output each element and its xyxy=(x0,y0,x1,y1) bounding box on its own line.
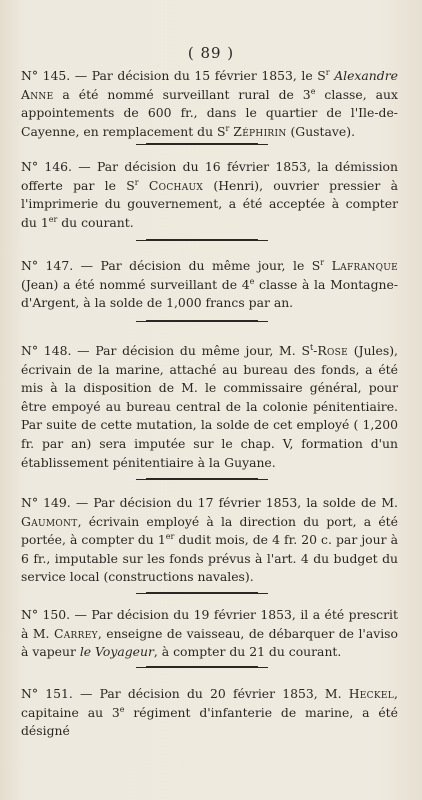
text-run: N° 149. — Par décision du 17 février 1853, la solde de M. xyxy=(21,495,398,510)
superscript: er xyxy=(48,214,58,224)
text-run: régiment d'infanterie de marine, a été désigné xyxy=(21,704,398,739)
name-small-caps: Zéphirin xyxy=(233,123,287,139)
superscript: r xyxy=(225,123,230,133)
entry-text xyxy=(21,67,398,141)
name-small-caps: Rose xyxy=(317,343,348,358)
page-number: ( 89 ) xyxy=(187,44,235,62)
entry-text xyxy=(21,342,398,472)
text-run xyxy=(139,178,149,193)
entry-147 xyxy=(21,257,398,313)
name-small-caps: Anne xyxy=(21,86,54,102)
text-run: classe à la Montagne-d'Argent, à la solde de 1,000 francs par an. xyxy=(21,276,398,311)
text-run: N° 147. — Par décision du même jour, le S xyxy=(21,258,321,273)
name-small-caps: Lafranque xyxy=(331,258,398,273)
separator-rule xyxy=(146,143,258,145)
name-small-caps: Cochaux xyxy=(148,177,204,193)
entry-145 xyxy=(21,67,398,141)
entry-150 xyxy=(21,606,398,662)
text-run: N° 148. — Par décision du même jour, M. S xyxy=(21,343,310,358)
superscript: t xyxy=(309,343,314,352)
superscript: e xyxy=(249,276,255,286)
text-run: (Gustave). xyxy=(286,123,356,139)
superscript: er xyxy=(165,532,175,542)
text-run: classe, aux appointements de 600 fr., dans le quartier de l'Ile-de-Cayenne, en remplacement du S xyxy=(21,86,399,139)
entry-text xyxy=(21,494,398,587)
separator-rule xyxy=(146,592,258,594)
separator-rule xyxy=(146,239,258,241)
entry-151 xyxy=(21,685,398,741)
name-small-caps: Gaumont xyxy=(21,513,78,529)
separator-rule xyxy=(146,666,258,668)
text-run: - xyxy=(313,343,318,358)
italic-text: Alexandre xyxy=(334,68,398,83)
superscript: r xyxy=(325,68,330,77)
text-run: , capitaine au 3 xyxy=(21,686,398,720)
text-run: (Jean) a été nommé surveillant de 4 xyxy=(21,276,250,292)
text-run: , enseigne de vaisseau, de débarquer de l'aviso à vapeur xyxy=(21,625,399,660)
text-run: N° 151. — Par décision du 20 février 1853, M. xyxy=(21,686,349,701)
name-small-caps: Heckel xyxy=(348,686,395,701)
separator-rule xyxy=(146,478,258,480)
text-run: (Henri), ouvrier pressier à l'imprimerie du gouvernement, a été acceptée à compter du 1 xyxy=(21,177,398,230)
entry-text xyxy=(21,158,398,232)
text-run: a été nommé surveillant rural de 3 xyxy=(53,86,311,102)
entry-text xyxy=(21,257,398,313)
text-run: (Jules), écrivain de la marine, attaché au bureau des fonds, a été mis à la disposition de M. le commissaire général, pour être empoyé au bureau central de la colonie pénitentiaire. Par suite de cette mutation, la solde de cet employé ( 1,200 fr. par an) sera imputée sur le chap. V, formation d'un établissement pénitentiaire à la Guyane. xyxy=(21,343,398,470)
entry-149 xyxy=(21,494,398,587)
text-run: , écrivain employé à la direction du port, a été portée, à compter du 1 xyxy=(21,513,398,548)
superscript: e xyxy=(310,86,316,96)
text-run: du courant. xyxy=(57,214,134,230)
superscript: e xyxy=(119,704,125,714)
entry-text xyxy=(21,685,398,741)
text-run xyxy=(324,258,332,273)
entry-148 xyxy=(21,342,398,472)
text-run: N° 145. — Par décision du 15 février 1853, le S xyxy=(21,68,326,83)
italic-text: le Voyageur xyxy=(79,644,154,660)
entry-text xyxy=(21,606,398,662)
name-small-caps: Carrey xyxy=(53,625,98,641)
superscript: r xyxy=(320,258,325,267)
text-run: , à compter du 21 du courant. xyxy=(153,644,342,660)
entry-146 xyxy=(21,158,398,232)
text-run: N° 146. — Par décision du 16 février 1853, la démission offerte par le S xyxy=(21,159,398,193)
text-run: dudit mois, de 4 fr. 20 c. par jour à 6 fr., imputable sur les fonds prévus à l'art. 4 du budget du service local (constructions navales). xyxy=(21,532,398,585)
separator-rule xyxy=(146,320,258,322)
superscript: r xyxy=(134,177,139,187)
text-run: N° 150. — Par décision du 19 février 1853, il a été prescrit à M. xyxy=(21,607,398,641)
